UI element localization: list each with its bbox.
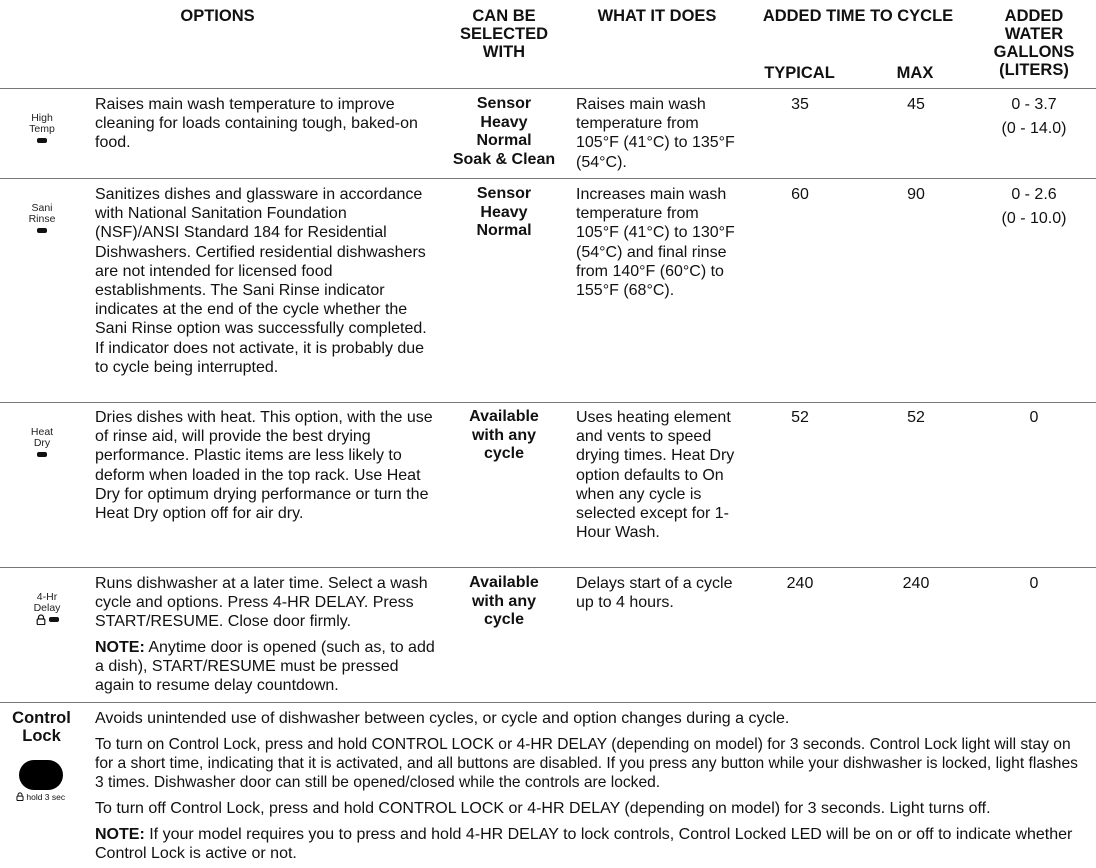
high-temp-indicator (20, 113, 64, 143)
high-temp-liters: (0 - 14.0) (1001, 120, 1067, 137)
high-temp-label: High Temp (29, 112, 55, 135)
heat-dry-what: Uses heating element and vents to speed drying times. Heat Dry option defaults to On when any cycle is selected except for 1-Hour Wash. (576, 409, 735, 542)
control-lock-note-label: NOTE: (95, 826, 145, 843)
header-added-time: ADDED TIME TO CYCLE (762, 7, 954, 25)
delay-description: Runs dishwasher at a later time. Select a wash cycle and options. Press 4-HR DELAY. Press START/RESUME. Close door firmly. (95, 575, 428, 631)
row-divider (0, 88, 1096, 89)
high-temp-selected-with: Sensor Heavy Normal Soak & Clean (452, 95, 556, 168)
header-water: ADDED WATER GALLONS (LITERS) (993, 7, 1075, 79)
high-temp-gallons: 0 - 3.7 (1011, 96, 1057, 113)
delay-max: 240 (902, 575, 930, 592)
row-divider (0, 702, 1096, 703)
high-temp-typical: 35 (791, 96, 809, 113)
high-temp-max: 45 (907, 96, 925, 113)
row-divider (0, 178, 1096, 179)
header-what-it-does: WHAT IT DOES (597, 7, 717, 25)
control-lock-note (95, 825, 1085, 863)
control-lock-p3: To turn off Control Lock, press and hold CONTROL LOCK or 4-HR DELAY (depending on model) for 3 seconds. Light turns off. (95, 800, 991, 817)
heat-dry-indicator (20, 427, 64, 457)
sani-rinse-indicator (20, 203, 64, 233)
header-typical: TYPICAL (764, 64, 835, 82)
lock-icon (36, 614, 46, 625)
delay-indicator (25, 592, 69, 625)
sani-rinse-liters: (0 - 10.0) (1001, 210, 1067, 227)
control-lock-note-text: If your model requires you to press and hold 4-HR DELAY to lock controls, Control Locked LED will be on or off to indicate whether Control Lock is active or not. (95, 826, 1073, 863)
heat-dry-max: 52 (907, 409, 925, 426)
header-selected-with: CAN BE SELECTED WITH (459, 7, 548, 61)
sani-rinse-max: 90 (907, 186, 925, 203)
sani-rinse-typical: 60 (791, 186, 809, 203)
hold-3-sec-text: hold 3 sec (26, 792, 66, 802)
header-options: OPTIONS (180, 7, 255, 25)
heat-dry-typical: 52 (791, 409, 809, 426)
sani-rinse-description: Sanitizes dishes and glassware in accordance with National Sanitation Foundation (NSF)/ANSI Standard 184 for Residential Dishwashers. Certified residential dishwashers are not intended for licensed food establishments. The Sani Rinse indicator indicates at the end of the cycle whether the Sani Rinse option was successfully completed. If indicator does not activate, it is probably due to cycle being interrupted. (95, 186, 427, 376)
heat-dry-label: Heat Dry (30, 426, 54, 449)
row-divider (0, 402, 1096, 403)
delay-note-text: Anytime door is opened (such as, to add a dish), START/RESUME must be pressed again to resume delay countdown. (95, 639, 435, 695)
led-indicator-icon (37, 138, 47, 143)
sani-rinse-gallons: 0 - 2.6 (1011, 186, 1057, 203)
led-indicator-icon (37, 228, 47, 233)
sani-rinse-selected-with: Sensor Heavy Normal (476, 185, 532, 239)
delay-label: 4-Hr Delay (33, 591, 61, 614)
heat-dry-description: Dries dishes with heat. This option, with the use of rinse aid, will provide the best drying performance. Plastic items are less likely to deform when loaded in the top rack. Use Heat Dry for optimum drying performance or turn the Heat Dry option off for air dry. (95, 409, 433, 523)
delay-note-label: NOTE: (95, 639, 145, 656)
control-lock-p2: To turn on Control Lock, press and hold CONTROL LOCK or 4-HR DELAY (depending on model) for 3 seconds. Control Lock light will stay on for a short time, indicating that it is activated, and all buttons are disabled. If you press any button while your dishwasher is locked, light flashes 3 times. Dishwasher door can still be opened/closed while the controls are locked. (95, 736, 1078, 792)
heat-dry-selected-with: Available with any cycle (469, 408, 539, 462)
delay-led-row (25, 614, 69, 625)
delay-note (95, 638, 435, 696)
delay-selected-with: Available with any cycle (469, 574, 539, 628)
row-divider (0, 567, 1096, 568)
delay-typical: 240 (786, 575, 814, 592)
led-indicator-icon (49, 617, 59, 622)
high-temp-what: Raises main wash temperature from 105°F (41°C) to 135°F (54°C). (576, 96, 735, 171)
heat-dry-gallons: 0 (1029, 409, 1039, 426)
high-temp-description: Raises main wash temperature to improve cleaning for loads containing tough, baked-on food. (95, 96, 418, 152)
lock-icon (16, 792, 24, 801)
led-indicator-icon (37, 452, 47, 457)
hold-3-sec-label (16, 792, 65, 802)
delay-what: Delays start of a cycle up to 4 hours. (576, 575, 733, 612)
control-lock-p1: Avoids unintended use of dishwasher between cycles, or cycle and option changes during a cycle. (95, 710, 790, 727)
control-lock-button-icon (19, 760, 63, 790)
sani-rinse-label: Sani Rinse (28, 202, 56, 225)
control-lock-title: Control Lock (12, 709, 71, 745)
sani-rinse-what: Increases main wash temperature from 105°F (41°C) to 130°F (54°C) and final rinse from 140°F (60°C) to 155°F (68°C). (576, 186, 735, 300)
header-max: MAX (896, 64, 934, 82)
delay-gallons: 0 (1029, 575, 1039, 592)
